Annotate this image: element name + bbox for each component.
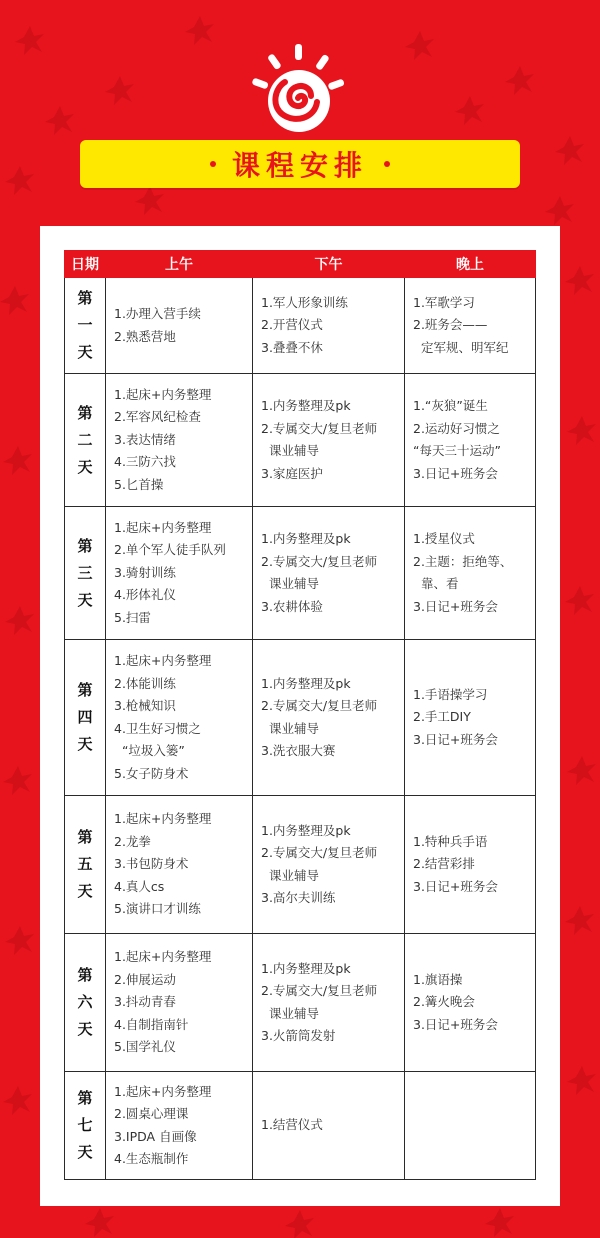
day-label-char: 第: [77, 828, 93, 846]
table-row: [65, 1072, 536, 1180]
activity-item: 1.内务整理及pk: [261, 822, 351, 838]
table-row: [65, 640, 536, 796]
afternoon-cell: [253, 278, 405, 374]
activity-item: 3.骑射训练: [114, 564, 176, 580]
evening-cell: [405, 278, 536, 374]
morning-cell: [106, 1072, 253, 1180]
morning-cell: [106, 934, 253, 1072]
afternoon-cell: [253, 507, 405, 640]
day-label-char: 天: [77, 1143, 93, 1161]
morning-cell: [106, 640, 253, 796]
activity-item: 课业辅导: [261, 576, 319, 591]
activity-item: 4.三防六找: [114, 454, 176, 470]
activity-item: 2.圆桌心理课: [114, 1106, 189, 1121]
activity-item: 5.演讲口才训练: [114, 901, 201, 917]
activity-item: 2.体能训练: [114, 675, 176, 691]
activity-item: 2.开营仪式: [261, 317, 323, 333]
morning-cell: [106, 796, 253, 934]
activity-item: 2.主题：拒绝等、: [413, 553, 513, 569]
activity-item: 4.卫生好习惯之: [114, 720, 201, 736]
activity-item: 3.农耕体验: [261, 598, 323, 614]
activity-item: 2.专属交大/复旦老师: [261, 983, 378, 998]
evening-cell: [405, 640, 536, 796]
day-cell: [65, 934, 106, 1072]
activity-item: 3.日记+班务会: [413, 1016, 498, 1032]
afternoon-cell: [253, 796, 405, 934]
activity-item: 4.真人cs: [114, 878, 165, 894]
activity-item: 3.日记+班务会: [413, 731, 498, 747]
day-label-char: 天: [77, 1020, 93, 1038]
day-label-char: 天: [77, 882, 93, 900]
bullet-dot-right: [384, 161, 390, 167]
evening-cell: [405, 1072, 536, 1180]
activity-item: 2.专属交大/复旦老师: [261, 420, 378, 436]
morning-cell: [106, 278, 253, 374]
day-label-char: 第: [77, 289, 93, 307]
day-label-char: 第: [77, 966, 93, 984]
activity-item: 1.手语操学习: [413, 686, 488, 702]
activity-item: 1.起床+内务整理: [114, 519, 212, 535]
activity-item: 3.日记+班务会: [413, 878, 498, 894]
table-row: [65, 796, 536, 934]
activity-item: 课业辅导: [261, 443, 319, 458]
afternoon-cell: [253, 374, 405, 507]
day-label-char: 天: [77, 457, 93, 476]
day-label-char: 第: [77, 1089, 93, 1107]
morning-cell: [106, 507, 253, 640]
evening-cell: [405, 796, 536, 934]
activity-item: 1.军歌学习: [413, 294, 475, 310]
activity-item: 1.办理入营手续: [114, 306, 201, 321]
day-cell: [65, 640, 106, 796]
activity-item: 3.高尔夫训练: [261, 890, 336, 905]
activity-item: 5.扫雷: [114, 609, 151, 625]
bullet-dot-left: [210, 161, 216, 167]
header-date: 日期: [65, 251, 106, 278]
day-label-char: 四: [77, 708, 93, 726]
day-label-char: 第: [77, 681, 93, 699]
day-label-char: 一: [77, 316, 93, 334]
activity-item: 1.起床+内务整理: [114, 811, 212, 827]
afternoon-cell: [253, 934, 405, 1072]
activity-item: 2.运动好习惯之: [413, 420, 500, 436]
activity-item: 靠、看: [413, 576, 459, 591]
day-label-char: 三: [77, 563, 93, 582]
activity-item: 2.伸展运动: [114, 971, 176, 987]
afternoon-cell: [253, 1072, 405, 1180]
activity-item: 1.授星仪式: [413, 531, 475, 546]
activity-item: 4.自制指南针: [114, 1016, 189, 1032]
activity-item: 2.熟悉营地: [114, 328, 176, 344]
day-label-char: 第: [77, 403, 93, 422]
activity-item: 2.专属交大/复旦老师: [261, 553, 378, 569]
header-morning: 上午: [106, 251, 253, 278]
activity-item: 定军规、明军纪: [413, 339, 509, 355]
activity-item: 3.书包防身术: [114, 856, 189, 872]
header-evening: 晚上: [405, 251, 536, 278]
day-cell: [65, 374, 106, 507]
activity-item: 4.生态瓶制作: [114, 1151, 189, 1166]
activity-item: 2.结营彩排: [413, 856, 475, 872]
activity-item: 2.龙拳: [114, 833, 151, 849]
table-row: [65, 507, 536, 640]
activity-item: 3.火箭筒发射: [261, 1028, 336, 1043]
day-label-char: 第: [77, 536, 93, 555]
activity-item: 课业辅导: [261, 720, 319, 736]
activity-item: 课业辅导: [261, 1005, 319, 1021]
table-row: [65, 374, 536, 507]
activity-item: 5.匕首操: [114, 476, 164, 492]
schedule-table: [64, 250, 536, 1180]
activity-item: 2.篝火晚会: [413, 994, 475, 1010]
day-label-char: 二: [77, 430, 93, 449]
evening-cell: [405, 934, 536, 1072]
table-row: [65, 278, 536, 374]
activity-item: 2.单个军人徒手队列: [114, 542, 226, 558]
table-row: [65, 934, 536, 1072]
day-label-char: 七: [77, 1116, 93, 1134]
day-label-char: 天: [77, 343, 93, 361]
activity-item: 3.日记+班务会: [413, 598, 498, 614]
activity-item: 1.内务整理及pk: [261, 398, 351, 413]
activity-item: 1.“灰狼”诞生: [413, 398, 488, 413]
page-title: 课程安排: [231, 149, 368, 182]
day-cell: [65, 507, 106, 640]
activity-item: 4.形体礼仪: [114, 587, 176, 603]
activity-item: 1.起床+内务整理: [114, 386, 212, 402]
activity-item: 1.旗语操: [413, 971, 463, 987]
sun-spiral-logo: [249, 44, 349, 134]
day-label-char: 天: [77, 735, 93, 753]
morning-cell: [106, 374, 253, 507]
activity-item: 5.女子防身术: [114, 765, 189, 781]
title-banner: [80, 140, 520, 188]
day-cell: [65, 796, 106, 934]
activity-item: 3.枪械知识: [114, 698, 176, 713]
activity-item: 3.家庭医护: [261, 465, 323, 481]
evening-cell: [405, 374, 536, 507]
activity-item: 1.特种兵手语: [413, 833, 488, 849]
schedule-card: [40, 226, 560, 1206]
activity-item: 1.起床+内务整理: [114, 653, 212, 668]
activity-item: 2.军容风纪检查: [114, 409, 201, 425]
day-label-char: 六: [77, 993, 93, 1011]
day-cell: [65, 1072, 106, 1180]
activity-item: “垃圾入篓”: [114, 743, 185, 758]
activity-item: 1.内务整理及pk: [261, 531, 351, 546]
activity-item: 课业辅导: [261, 867, 319, 883]
day-label-char: 五: [77, 855, 93, 873]
activity-item: 3.抖动青春: [114, 994, 176, 1010]
activity-item: 2.班务会——: [413, 317, 488, 333]
day-cell: [65, 278, 106, 374]
activity-item: 3.日记+班务会: [413, 465, 498, 481]
activity-item: 1.军人形象训练: [261, 294, 348, 310]
evening-cell: [405, 507, 536, 640]
activity-item: 3.洗衣服大赛: [261, 743, 336, 758]
activity-item: 3.IPDA 自画像: [114, 1128, 197, 1144]
activity-item: 1.结营仪式: [261, 1117, 323, 1133]
activity-item: 1.起床+内务整理: [114, 1083, 212, 1099]
header-afternoon: 下午: [253, 251, 405, 278]
activity-item: 3.叠叠不休: [261, 339, 323, 355]
activity-item: 1.内务整理及pk: [261, 960, 351, 976]
schedule-body: [65, 278, 536, 1180]
activity-item: 1.内务整理及pk: [261, 675, 351, 691]
activity-item: 3.表达情绪: [114, 431, 176, 447]
activity-item: “每天三十运动”: [413, 443, 501, 458]
header-row: [65, 251, 536, 278]
activity-item: 2.专属交大/复旦老师: [261, 845, 378, 860]
activity-item: 2.手工DIY: [413, 709, 471, 725]
activity-item: 1.起床+内务整理: [114, 949, 212, 965]
activity-item: 2.专属交大/复旦老师: [261, 698, 378, 713]
activity-item: 5.国学礼仪: [114, 1039, 176, 1055]
afternoon-cell: [253, 640, 405, 796]
day-label-char: 天: [77, 590, 93, 609]
